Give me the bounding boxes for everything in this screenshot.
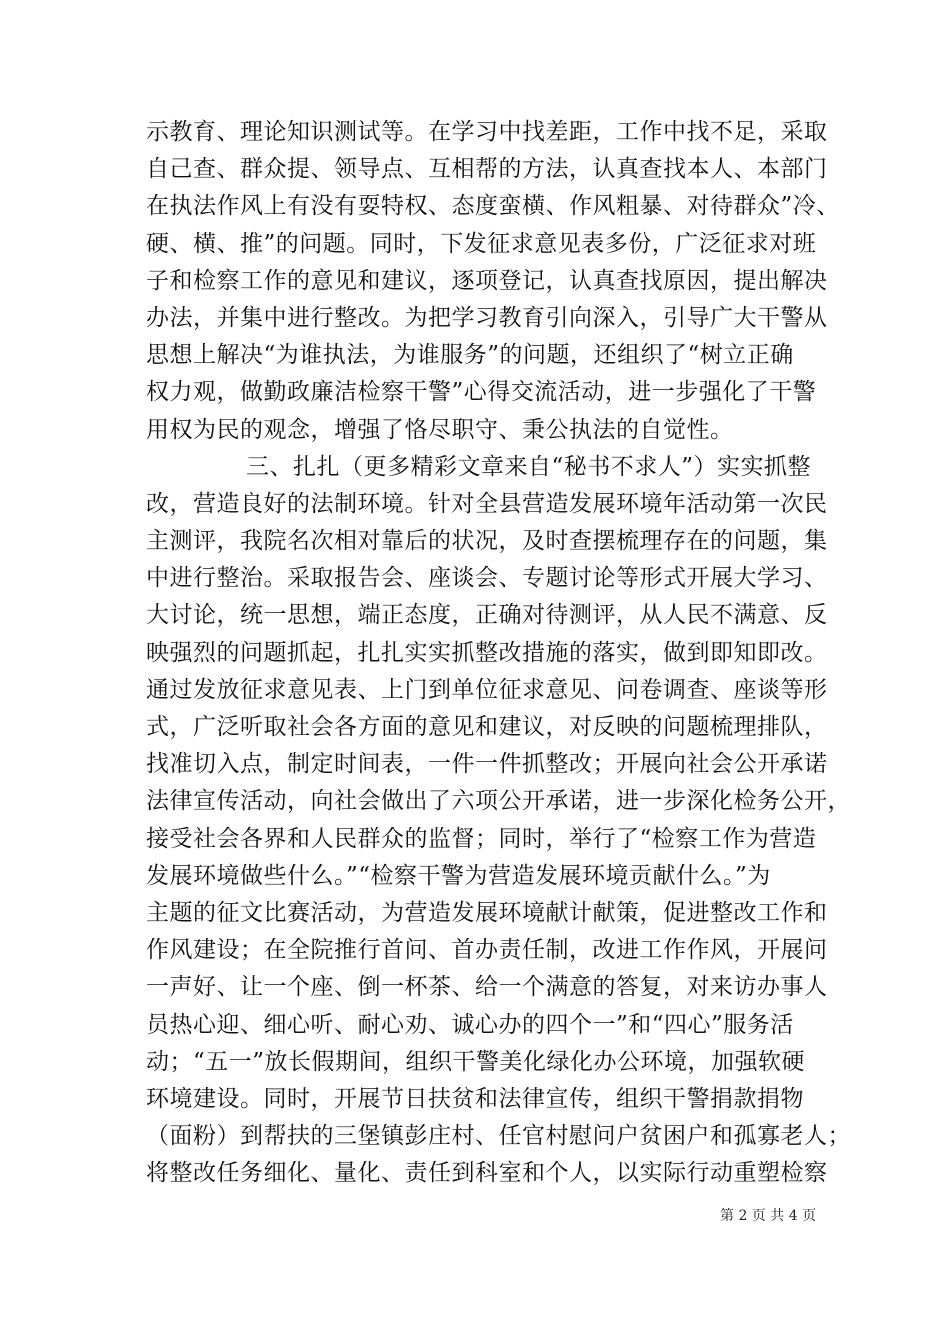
- text-line: 主题的征文比赛活动，为营造发展环境献计献策，促进整改工作和: [146, 899, 828, 926]
- section-heading-line: 三、扎扎（更多精彩文章来自“秘书不求人”）实实抓整: [246, 453, 812, 480]
- text-line: 接受社会各界和人民群众的监督；同时，举行了“检察工作为营造: [146, 825, 817, 852]
- text-line: （面粉）到帮扶的三堡镇彭庄村、任官村慰问户贫困户和孤寡老人；: [146, 1123, 851, 1150]
- text-line: 主测评，我院名次相对靠后的状况，及时查摆梳理存在的问题，集: [146, 528, 828, 555]
- text-line: 办法，并集中进行整改。为把学习教育引向深入，引导广大干警从: [146, 304, 828, 331]
- text-line: 硬、横、推”的问题。同时，下发征求意见表多份，广泛征求对班: [146, 230, 817, 257]
- text-line: 中进行整治。采取报告会、座谈会、专题讨论等形式开展大学习、: [146, 565, 828, 592]
- text-line: 员热心迎、细心听、耐心劝、诚心办的四个一”和“四心”服务活: [146, 1011, 794, 1038]
- text-line: 动；“五一”放长假期间，组织干警美化绿化办公环境，加强软硬: [146, 1048, 806, 1075]
- text-line: 找准切入点，制定时间表，一件一件抓整改；开展向社会公开承诺: [146, 751, 828, 778]
- text-line: 环境建设。同时，开展节日扶贫和法律宣传，组织干警捐款捐物: [146, 1085, 804, 1112]
- text-line: 通过发放征求意见表、上门到单位征求意见、问卷调查、座谈等形: [146, 676, 828, 703]
- text-line: 用权为民的观念，增强了恪尽职守、秉公执法的自觉性。: [146, 416, 734, 443]
- text-line: 改，营造良好的法制环境。针对全县营造发展环境年活动第一次民: [146, 490, 828, 517]
- text-line: 式，广泛听取社会各方面的意见和建议，对反映的问题梳理排队，: [146, 714, 828, 740]
- page-number-footer: 第 2 页 共 4 页: [720, 1208, 817, 1224]
- text-line: 将整改任务细化、量化、责任到科室和个人，以实际行动重塑检察: [146, 1160, 828, 1187]
- text-line: 子和检察工作的意见和建议，逐项登记，认真查找原因，提出解决: [146, 267, 828, 294]
- text-line: 示教育、理论知识测试等。在学习中找差距，工作中找不足，采取: [146, 119, 828, 145]
- text-line: 发展环境做些什么。”“检察干警为营造发展环境贡献什么。”为: [146, 862, 771, 889]
- text-line: 在执法作风上有没有耍特权、态度蛮横、作风粗暴、对待群众”冷、: [146, 193, 840, 220]
- text-line: 自己查、群众提、领导点、互相帮的方法，认真查找本人、本部门: [146, 156, 828, 183]
- text-line: 一声好、让一个座、倒一杯茶、给一个满意的答复，对来访办事人: [146, 974, 828, 1001]
- text-line: 权力观，做勤政廉洁检察干警”心得交流活动，进一步强化了干警: [146, 379, 817, 406]
- body-text: [146, 114, 851, 1192]
- text-line: 作风建设；在全院推行首问、首办责任制，改进工作作风，开展问: [146, 937, 828, 964]
- text-line: 法律宣传活动，向社会做出了六项公开承诺，进一步深化检务公开，: [146, 788, 851, 815]
- text-line: 映强烈的问题抓起，扎扎实实抓整改措施的落实，做到即知即改。: [146, 639, 828, 666]
- text-line: 大讨论，统一思想，端正态度，正确对待测评，从人民不满意、反: [146, 602, 828, 629]
- text-line: 思想上解决“为谁执法，为谁服务”的问题，还组织了“树立正确: [146, 342, 794, 369]
